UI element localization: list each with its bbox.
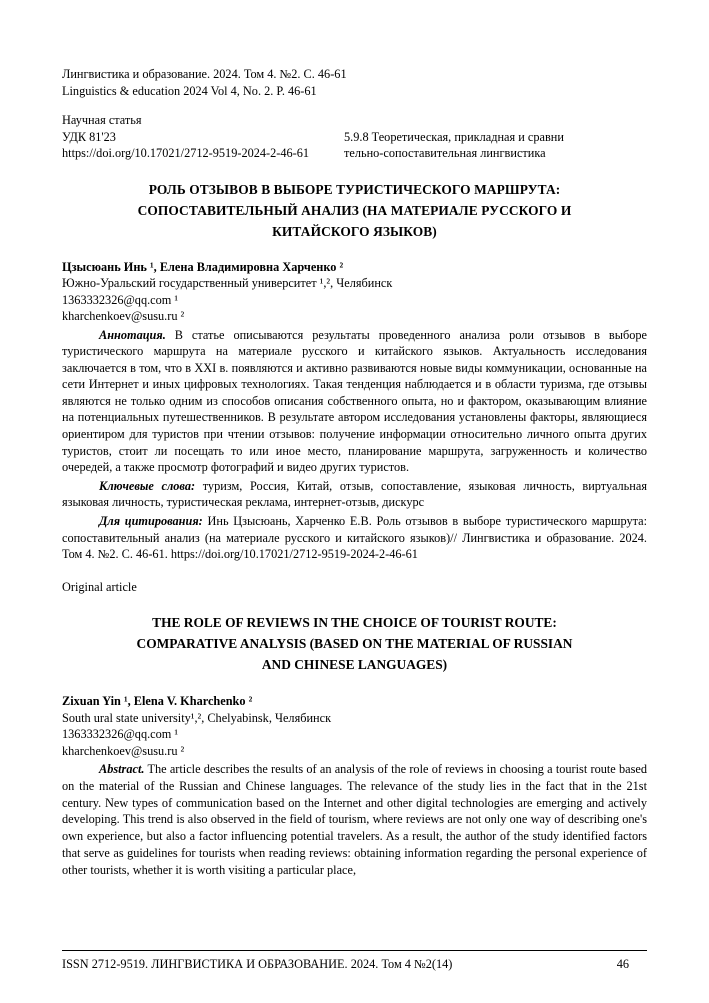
page-footer (62, 950, 647, 972)
keywords-ru (62, 478, 647, 511)
article-type-ru: Научная статья (62, 113, 142, 127)
title-en-line-1: THE ROLE OF REVIEWS IN THE CHOICE OF TOURIST ROUTE: (152, 615, 557, 631)
udc-code: УДК 81'23 (62, 129, 116, 144)
author-email-1[interactable]: 1363332326@qq.com ¹ (62, 292, 179, 307)
authors-en: Zixuan Yin ¹, Elena V. Kharchenko ² (62, 694, 253, 709)
keywords-label-ru: Ключевые слова: (99, 478, 196, 493)
title-en-line-3: AND CHINESE LANGUAGES) (261, 657, 448, 673)
abstract-text-en: The article describes the results of an analysis of the role of reviews in choosing a tourist route based on the material of the Russian and Chinese languages. The relevance of the study lies in the fact that in the 21st century. New types of communication based on the Internet and other digital technologies are emerging and actively developing. This trend is also observed in the field of tourism, where reviews are not only one way of describing one's own experience, but also a factor influencing potential travelers. As a result, the author of the study identified factors that serve as guidelines for tourists when reading reviews: obtaining information regarding the personal experience of other tourists, whether it is worth visiting a particular place, (62, 762, 647, 877)
citation-label-ru: Для цитирования: (99, 514, 203, 529)
doi-row (62, 145, 647, 162)
author-email-2-en[interactable]: kharchenkoev@susu.ru ² (62, 743, 185, 758)
footer-issn: ISSN 2712-9519. ЛИНГВИСТИКА И ОБРАЗОВАНИЕ. 2024. Том 4 №2(14) (62, 957, 453, 971)
affiliation-ru: Южно-Уральский государственный университет ¹,², Челябинск (62, 276, 393, 290)
journal-reference-ru: Лингвистика и образование. 2024. Том 4. №2. С. 46-61 (62, 67, 347, 81)
abstract-ru (62, 327, 647, 476)
keywords-text-ru: туризм, Россия, Китай, отзыв, сопоставление, языковая личность, виртуальная языковая личность, туристическая реклама, интернет-отзыв, дискурс (62, 478, 647, 510)
abstract-label-ru: Аннотация. (99, 327, 166, 342)
page-title-en (66, 612, 643, 675)
page-number: 46 (616, 957, 629, 971)
abstract-text-ru: В статье описываются результаты проведенного анализа роли отзывов в выборе туристического маршрута на материале русского и китайского языков. Актуальность исследования заключается в том, что в XXI в. появляются и активно развиваются новые виды коммуникации, основанные на сети Интернет и иных цифровых технологиях. Такая тенденция наблюдается и в области туризма, где отзывы являются не только одним из способов описания собственного опыта, но и фактором, оказывающим влияние на потенциальных путешественников. В результате автором исследования установлены факторы, являющиеся ориентиром для туристов при чтении отзывов: получение информации относительно личного опыта других туристов, стоит ли посещать то или иное место, планирование маршрута, загруженность и количество очередей, а также просмотр фотографий и видео других туристов. (62, 327, 647, 475)
page-title-ru (70, 179, 639, 242)
citation-text-ru: Инь Цзысюань, Харченко Е.В. Роль отзывов в выборе туристического маршрута: сопоставительный анализ (на материале русского и китайского языков)// Лингвистика и образование. 2024. Том 4. №2. С. 46-61. https://doi.org/10.17021/2712-9519-2024-2-46-61 (62, 514, 647, 562)
title-ru-line-1: РОЛЬ ОТЗЫВОВ В ВЫБОРЕ ТУРИСТИЧЕСКОГО МАРШРУТА: (148, 181, 561, 197)
udc-row (62, 129, 647, 146)
abstract-en (62, 761, 647, 878)
specialty-line-1: 5.9.8 Теоретическая, прикладная и сравни (344, 129, 564, 144)
affiliation-en: South ural state university¹,², Chelyabinsk, Челябинск (62, 710, 332, 725)
author-email-1-en[interactable]: 1363332326@qq.com ¹ (62, 727, 179, 742)
authors-ru: Цзысюань Инь ¹, Елена Владимировна Харченко ² (62, 259, 344, 274)
title-en-line-2: COMPARATIVE ANALYSIS (BASED ON THE MATERIAL OF RUSSIAN (136, 636, 573, 652)
title-ru-line-2: СОПОСТАВИТЕЛЬНЫЙ АНАЛИЗ (НА МАТЕРИАЛЕ РУССКОГО И (137, 202, 572, 218)
specialty-line-2: тельно-сопоставительная лингвистика (344, 146, 546, 160)
journal-reference-en: Linguistics & education 2024 Vol 4, No. 2. P. 46-61 (62, 83, 317, 98)
doi-link[interactable]: https://doi.org/10.17021/2712-9519-2024-2-46-61 (62, 146, 310, 160)
abstract-label-en: Abstract. (99, 762, 145, 777)
citation-ru (62, 513, 647, 563)
article-type-en: Original article (62, 579, 137, 594)
title-ru-line-3: КИТАЙСКОГО ЯЗЫКОВ) (272, 223, 437, 239)
author-email-2[interactable]: kharchenkoev@susu.ru ² (62, 309, 185, 323)
spacer (62, 99, 647, 112)
